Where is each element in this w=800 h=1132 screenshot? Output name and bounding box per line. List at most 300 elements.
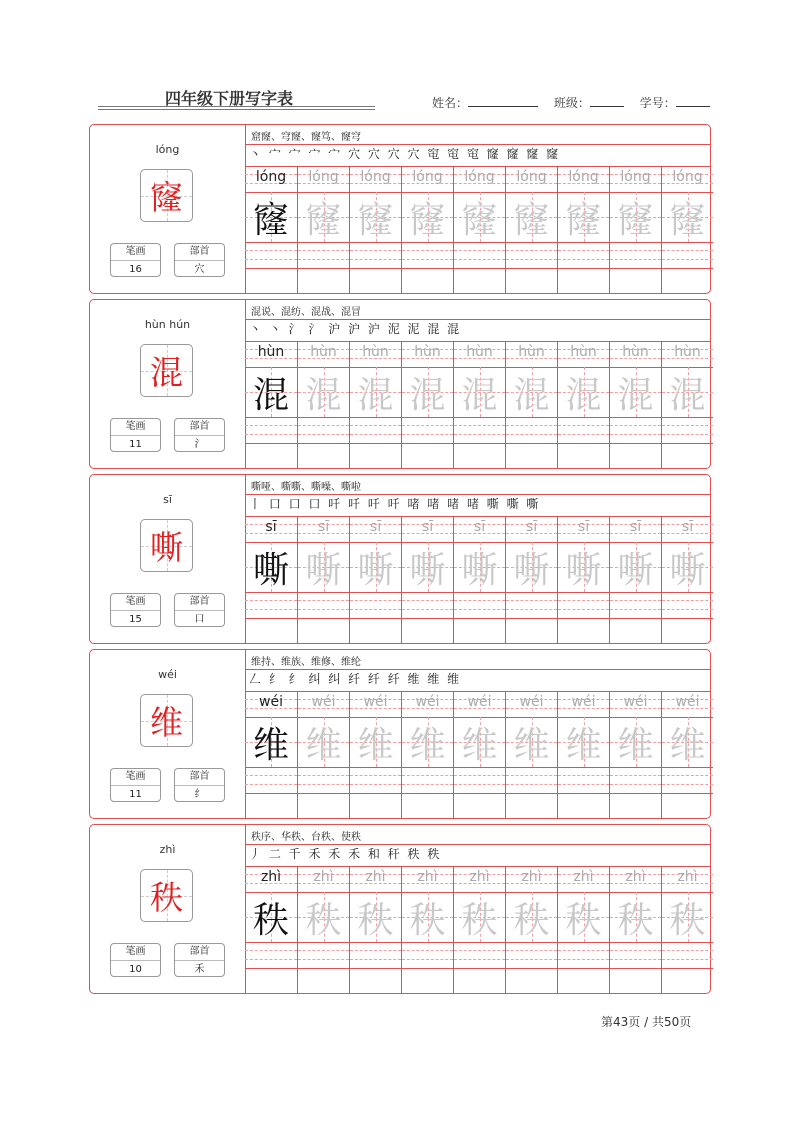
practice-char: 秩 — [409, 899, 446, 941]
stroke-order: 丿 二 千 禾 禾 禾 和 秆 秩 秩 — [249, 847, 442, 861]
practice-cell — [453, 866, 505, 993]
pinyin-blank[interactable] — [610, 417, 661, 444]
pinyin-blank[interactable] — [298, 767, 349, 794]
practice-cell — [609, 166, 661, 293]
radical-label: 部首 — [175, 769, 224, 786]
practice-cell — [453, 341, 505, 468]
writing-box[interactable] — [298, 892, 349, 943]
practice-char: 秩 — [565, 899, 602, 941]
practice-char: 混 — [669, 374, 706, 416]
practice-panel — [245, 825, 710, 993]
practice-char: 维 — [461, 724, 498, 766]
practice-cell — [505, 166, 557, 293]
pinyin-blank[interactable] — [402, 417, 453, 444]
practice-char: 秩 — [617, 899, 654, 941]
pinyin-guide — [610, 516, 661, 543]
pinyin-guide — [298, 166, 349, 193]
writing-box[interactable] — [558, 717, 609, 768]
practice-cell — [661, 866, 713, 993]
writing-box[interactable] — [558, 892, 609, 943]
example-words: 秩序、华秩、台秩、使秩 — [251, 832, 361, 843]
writing-box[interactable] — [506, 192, 557, 243]
radical-label: 部首 — [175, 594, 224, 611]
writing-box[interactable] — [350, 367, 401, 418]
practice-pinyin: zhì — [677, 869, 698, 885]
practice-char: 维 — [409, 724, 446, 766]
writing-box[interactable] — [245, 192, 297, 243]
practice-pinyin: zhì — [521, 869, 542, 885]
practice-pinyin: hùn — [466, 344, 493, 360]
writing-box[interactable] — [245, 717, 297, 768]
practice-char: 维 — [617, 724, 654, 766]
pinyin-blank[interactable] — [662, 942, 713, 969]
practice-cell — [297, 166, 349, 293]
practice-cell — [245, 166, 297, 293]
practice-cell — [505, 341, 557, 468]
practice-cell — [245, 691, 297, 818]
example-words: 窟窿、穹窿、窿笃、窿穹 — [251, 132, 361, 143]
writing-box[interactable] — [298, 717, 349, 768]
writing-box[interactable] — [454, 192, 505, 243]
practice-pinyin: lóng — [360, 169, 391, 185]
pinyin-blank[interactable] — [662, 417, 713, 444]
pinyin-guide — [662, 341, 713, 368]
pinyin-blank[interactable] — [558, 592, 609, 619]
writing-box[interactable] — [245, 892, 297, 943]
pinyin-guide — [662, 166, 713, 193]
pinyin-guide — [245, 341, 297, 368]
practice-char: 嘶 — [513, 549, 550, 591]
practice-cell — [661, 516, 713, 643]
writing-box[interactable] — [558, 192, 609, 243]
writing-box[interactable] — [610, 542, 661, 593]
pinyin-blank[interactable] — [350, 592, 401, 619]
pinyin-blank[interactable] — [506, 942, 557, 969]
practice-char: 窿 — [252, 199, 289, 241]
writing-box[interactable] — [350, 892, 401, 943]
practice-char: 混 — [565, 374, 602, 416]
pinyin-blank[interactable] — [506, 592, 557, 619]
stroke-order: 𠃋 纟 纟 纠 纠 纤 纤 纤 维 维 维 — [249, 672, 462, 686]
char-pinyin: sī — [163, 493, 172, 506]
character-row — [89, 299, 711, 469]
practice-char: 维 — [305, 724, 342, 766]
pinyin-blank[interactable] — [558, 942, 609, 969]
pinyin-blank[interactable] — [245, 767, 297, 794]
pinyin-blank[interactable] — [558, 242, 609, 269]
name-label: 姓名： — [432, 96, 469, 110]
practice-char: 窿 — [305, 199, 342, 241]
name-field[interactable] — [468, 96, 538, 107]
writing-box[interactable] — [298, 192, 349, 243]
practice-pinyin: hùn — [622, 344, 649, 360]
practice-char: 混 — [305, 374, 342, 416]
writing-box[interactable] — [506, 892, 557, 943]
practice-pinyin: wéi — [571, 694, 596, 710]
practice-pinyin: hùn — [362, 344, 389, 360]
pinyin-blank[interactable] — [454, 942, 505, 969]
pinyin-guide — [454, 166, 505, 193]
pinyin-guide — [558, 866, 609, 893]
practice-pinyin: hùn — [310, 344, 337, 360]
pinyin-guide — [610, 166, 661, 193]
practice-pinyin: zhì — [469, 869, 490, 885]
practice-char: 窿 — [357, 199, 394, 241]
practice-pinyin: wéi — [415, 694, 440, 710]
pinyin-guide — [454, 691, 505, 718]
stroke-label: 笔画 — [111, 769, 160, 786]
practice-char: 秩 — [513, 899, 550, 941]
practice-pinyin: sī — [317, 519, 330, 535]
pinyin-blank[interactable] — [454, 417, 505, 444]
practice-cell — [401, 516, 453, 643]
practice-char: 嘶 — [409, 549, 446, 591]
practice-pinyin: wéi — [259, 694, 283, 710]
pinyin-blank[interactable] — [454, 242, 505, 269]
writing-box[interactable] — [298, 542, 349, 593]
pinyin-blank[interactable] — [610, 592, 661, 619]
pinyin-guide — [662, 516, 713, 543]
pinyin-blank[interactable] — [350, 942, 401, 969]
char-display — [140, 519, 193, 572]
writing-box[interactable] — [402, 717, 453, 768]
practice-pinyin: lóng — [568, 169, 599, 185]
practice-char: 嘶 — [565, 549, 602, 591]
class-field[interactable] — [590, 96, 624, 107]
character-row — [89, 124, 711, 294]
pinyin-guide — [558, 691, 609, 718]
writing-box[interactable] — [558, 542, 609, 593]
practice-pinyin: hùn — [674, 344, 701, 360]
pinyin-blank[interactable] — [662, 242, 713, 269]
practice-cell — [245, 866, 297, 993]
practice-cell — [557, 516, 609, 643]
model-char: 秩 — [150, 878, 183, 917]
pinyin-blank[interactable] — [506, 767, 557, 794]
stroke-order: 丶 丶 氵 氵 沪 沪 沪 泥 泥 混 混 — [249, 322, 462, 336]
practice-char: 窿 — [617, 199, 654, 241]
practice-pinyin: lóng — [412, 169, 443, 185]
radical-box — [174, 593, 225, 627]
pinyin-blank[interactable] — [298, 942, 349, 969]
pinyin-guide — [558, 516, 609, 543]
writing-box[interactable] — [402, 542, 453, 593]
writing-box[interactable] — [610, 192, 661, 243]
pinyin-guide — [402, 691, 453, 718]
practice-char: 混 — [617, 374, 654, 416]
pinyin-blank[interactable] — [662, 592, 713, 619]
pinyin-blank[interactable] — [245, 242, 297, 269]
pinyin-guide — [506, 341, 557, 368]
pinyin-blank[interactable] — [402, 767, 453, 794]
writing-box[interactable] — [610, 892, 661, 943]
pinyin-guide — [402, 166, 453, 193]
char-display — [140, 869, 193, 922]
pinyin-blank[interactable] — [610, 942, 661, 969]
pinyin-guide — [662, 866, 713, 893]
practice-char: 混 — [357, 374, 394, 416]
practice-panel — [245, 300, 710, 468]
writing-box[interactable] — [402, 192, 453, 243]
practice-pinyin: sī — [629, 519, 642, 535]
radical: 纟 — [194, 789, 205, 800]
pinyin-blank[interactable] — [350, 767, 401, 794]
writing-box[interactable] — [662, 892, 713, 943]
writing-box[interactable] — [662, 542, 713, 593]
pinyin-guide — [402, 516, 453, 543]
pinyin-guide — [454, 516, 505, 543]
radical-box — [174, 418, 225, 452]
practice-char: 秩 — [357, 899, 394, 941]
student-no-label: 学号： — [639, 96, 676, 110]
writing-box[interactable] — [245, 542, 297, 593]
practice-panel — [245, 475, 710, 643]
radical-label: 部首 — [175, 244, 224, 261]
pinyin-guide — [610, 691, 661, 718]
practice-char: 嘶 — [357, 549, 394, 591]
stroke-label: 笔画 — [111, 944, 160, 961]
pinyin-guide — [506, 516, 557, 543]
practice-cell — [557, 166, 609, 293]
pinyin-guide — [298, 516, 349, 543]
writing-box[interactable] — [454, 367, 505, 418]
stroke-label: 笔画 — [111, 594, 160, 611]
practice-pinyin: hùn — [570, 344, 597, 360]
stroke-order: 丶 宀 宀 宀 宀 穴 穴 穴 穴 窀 窀 窀 窿 窿 窿 窿 — [249, 147, 561, 161]
practice-cell — [297, 866, 349, 993]
pinyin-guide — [558, 166, 609, 193]
pinyin-blank[interactable] — [245, 592, 297, 619]
char-display — [140, 344, 193, 397]
radical-box — [174, 768, 225, 802]
practice-cell — [557, 866, 609, 993]
pinyin-blank[interactable] — [402, 592, 453, 619]
pinyin-guide — [350, 516, 401, 543]
practice-pinyin: hùn — [414, 344, 441, 360]
radical-box — [174, 243, 225, 277]
pinyin-guide — [245, 516, 297, 543]
pinyin-blank[interactable] — [558, 767, 609, 794]
radical-label: 部首 — [175, 419, 224, 436]
pinyin-blank[interactable] — [298, 242, 349, 269]
pinyin-blank[interactable] — [402, 942, 453, 969]
model-char: 嘶 — [150, 528, 183, 567]
pinyin-blank[interactable] — [558, 417, 609, 444]
practice-pinyin: zhì — [365, 869, 386, 885]
practice-pinyin: lóng — [620, 169, 651, 185]
pinyin-blank[interactable] — [298, 592, 349, 619]
practice-pinyin: zhì — [417, 869, 438, 885]
pinyin-guide — [454, 866, 505, 893]
practice-grid — [245, 341, 710, 468]
practice-char: 混 — [252, 374, 289, 416]
char-pinyin: lóng — [155, 143, 180, 156]
pinyin-blank[interactable] — [350, 417, 401, 444]
practice-char: 嘶 — [252, 549, 289, 591]
practice-char: 秩 — [669, 899, 706, 941]
practice-cell — [245, 341, 297, 468]
writing-box[interactable] — [558, 367, 609, 418]
pinyin-guide — [402, 341, 453, 368]
pinyin-blank[interactable] — [245, 942, 297, 969]
practice-cell — [453, 691, 505, 818]
writing-box[interactable] — [402, 367, 453, 418]
writing-box[interactable] — [350, 542, 401, 593]
stroke-count: 11 — [129, 439, 142, 450]
practice-cell — [453, 166, 505, 293]
practice-grid — [245, 166, 710, 293]
practice-char: 窿 — [565, 199, 602, 241]
writing-box[interactable] — [610, 717, 661, 768]
stroke-count: 11 — [129, 789, 142, 800]
radical: 禾 — [194, 964, 205, 975]
practice-pinyin: lóng — [516, 169, 547, 185]
practice-char: 嘶 — [305, 549, 342, 591]
writing-box[interactable] — [402, 892, 453, 943]
writing-box[interactable] — [454, 717, 505, 768]
student-no-field[interactable] — [676, 96, 710, 107]
writing-box[interactable] — [506, 717, 557, 768]
pinyin-blank[interactable] — [506, 242, 557, 269]
practice-pinyin: wéi — [519, 694, 544, 710]
stroke-order: 丨 口 口 口 吀 吀 吀 吀 啫 啫 啫 啫 嘶 嘶 嘶 — [249, 497, 541, 511]
pinyin-guide — [350, 341, 401, 368]
pinyin-guide — [558, 341, 609, 368]
char-info-panel — [90, 125, 246, 293]
practice-pinyin: sī — [369, 519, 382, 535]
pinyin-guide — [506, 691, 557, 718]
pinyin-blank[interactable] — [610, 767, 661, 794]
pinyin-blank[interactable] — [662, 767, 713, 794]
practice-cell — [349, 516, 401, 643]
pinyin-guide — [350, 691, 401, 718]
practice-grid — [245, 516, 710, 643]
pinyin-guide — [506, 866, 557, 893]
writing-box[interactable] — [506, 367, 557, 418]
stroke-count-box — [110, 593, 161, 627]
title-underline — [98, 106, 375, 107]
char-pinyin: wéi — [158, 668, 177, 681]
pinyin-blank[interactable] — [506, 417, 557, 444]
practice-char: 窿 — [669, 199, 706, 241]
practice-cell — [609, 341, 661, 468]
writing-box[interactable] — [662, 717, 713, 768]
practice-cell — [349, 866, 401, 993]
char-info-panel — [90, 475, 246, 643]
stroke-count: 15 — [129, 614, 142, 625]
practice-panel — [245, 125, 710, 293]
practice-cell — [401, 866, 453, 993]
writing-box[interactable] — [506, 542, 557, 593]
practice-panel — [245, 650, 710, 818]
practice-char: 嘶 — [617, 549, 654, 591]
practice-pinyin: sī — [265, 519, 277, 535]
writing-box[interactable] — [610, 367, 661, 418]
practice-pinyin: sī — [681, 519, 694, 535]
writing-box[interactable] — [662, 367, 713, 418]
pinyin-blank[interactable] — [245, 417, 297, 444]
pinyin-blank[interactable] — [454, 767, 505, 794]
practice-pinyin: sī — [577, 519, 590, 535]
writing-box[interactable] — [350, 717, 401, 768]
writing-box[interactable] — [298, 367, 349, 418]
practice-pinyin: sī — [525, 519, 538, 535]
practice-cell — [297, 516, 349, 643]
stroke-count: 10 — [129, 964, 142, 975]
example-words: 维持、维族、维修、维纶 — [251, 657, 361, 668]
practice-pinyin: lóng — [255, 169, 287, 185]
stroke-label: 笔画 — [111, 244, 160, 261]
practice-char: 嘶 — [669, 549, 706, 591]
writing-box[interactable] — [662, 192, 713, 243]
practice-pinyin: sī — [421, 519, 434, 535]
practice-pinyin: zhì — [260, 869, 282, 885]
character-row — [89, 824, 711, 994]
char-info-panel — [90, 650, 246, 818]
practice-char: 嘶 — [461, 549, 498, 591]
practice-char: 混 — [513, 374, 550, 416]
writing-box[interactable] — [245, 367, 297, 418]
practice-cell — [401, 341, 453, 468]
writing-box[interactable] — [454, 892, 505, 943]
practice-cell — [505, 516, 557, 643]
pinyin-blank[interactable] — [350, 242, 401, 269]
practice-pinyin: lóng — [464, 169, 495, 185]
pinyin-guide — [610, 341, 661, 368]
practice-pinyin: zhì — [625, 869, 646, 885]
practice-cell — [609, 866, 661, 993]
practice-cell — [505, 866, 557, 993]
practice-cell — [661, 166, 713, 293]
practice-pinyin: hùn — [257, 344, 285, 360]
pinyin-blank[interactable] — [610, 242, 661, 269]
practice-pinyin: lóng — [308, 169, 339, 185]
pinyin-guide — [245, 166, 297, 193]
character-row — [89, 649, 711, 819]
practice-cell — [505, 691, 557, 818]
writing-box[interactable] — [350, 192, 401, 243]
stroke-label: 笔画 — [111, 419, 160, 436]
practice-cell — [297, 691, 349, 818]
pinyin-guide — [350, 866, 401, 893]
writing-box[interactable] — [454, 542, 505, 593]
char-display — [140, 694, 193, 747]
pinyin-blank[interactable] — [298, 417, 349, 444]
practice-char: 秩 — [461, 899, 498, 941]
example-words: 嘶哑、嘶嘶、嘶噪、嘶啦 — [251, 482, 361, 493]
practice-char: 维 — [357, 724, 394, 766]
practice-pinyin: wéi — [623, 694, 648, 710]
pinyin-guide — [662, 691, 713, 718]
pinyin-guide — [610, 866, 661, 893]
practice-pinyin: wéi — [363, 694, 388, 710]
char-info-panel — [90, 300, 246, 468]
practice-cell — [245, 516, 297, 643]
stroke-count-box — [110, 243, 161, 277]
pinyin-blank[interactable] — [454, 592, 505, 619]
pinyin-guide — [298, 341, 349, 368]
pinyin-guide — [402, 866, 453, 893]
model-char: 维 — [150, 703, 183, 742]
char-display — [140, 169, 193, 222]
practice-char: 秩 — [305, 899, 342, 941]
practice-char: 维 — [669, 724, 706, 766]
practice-cell — [557, 691, 609, 818]
page-number: 第43页 / 共50页 — [601, 1015, 692, 1029]
practice-char: 秩 — [252, 899, 289, 941]
practice-char: 窿 — [409, 199, 446, 241]
pinyin-blank[interactable] — [402, 242, 453, 269]
